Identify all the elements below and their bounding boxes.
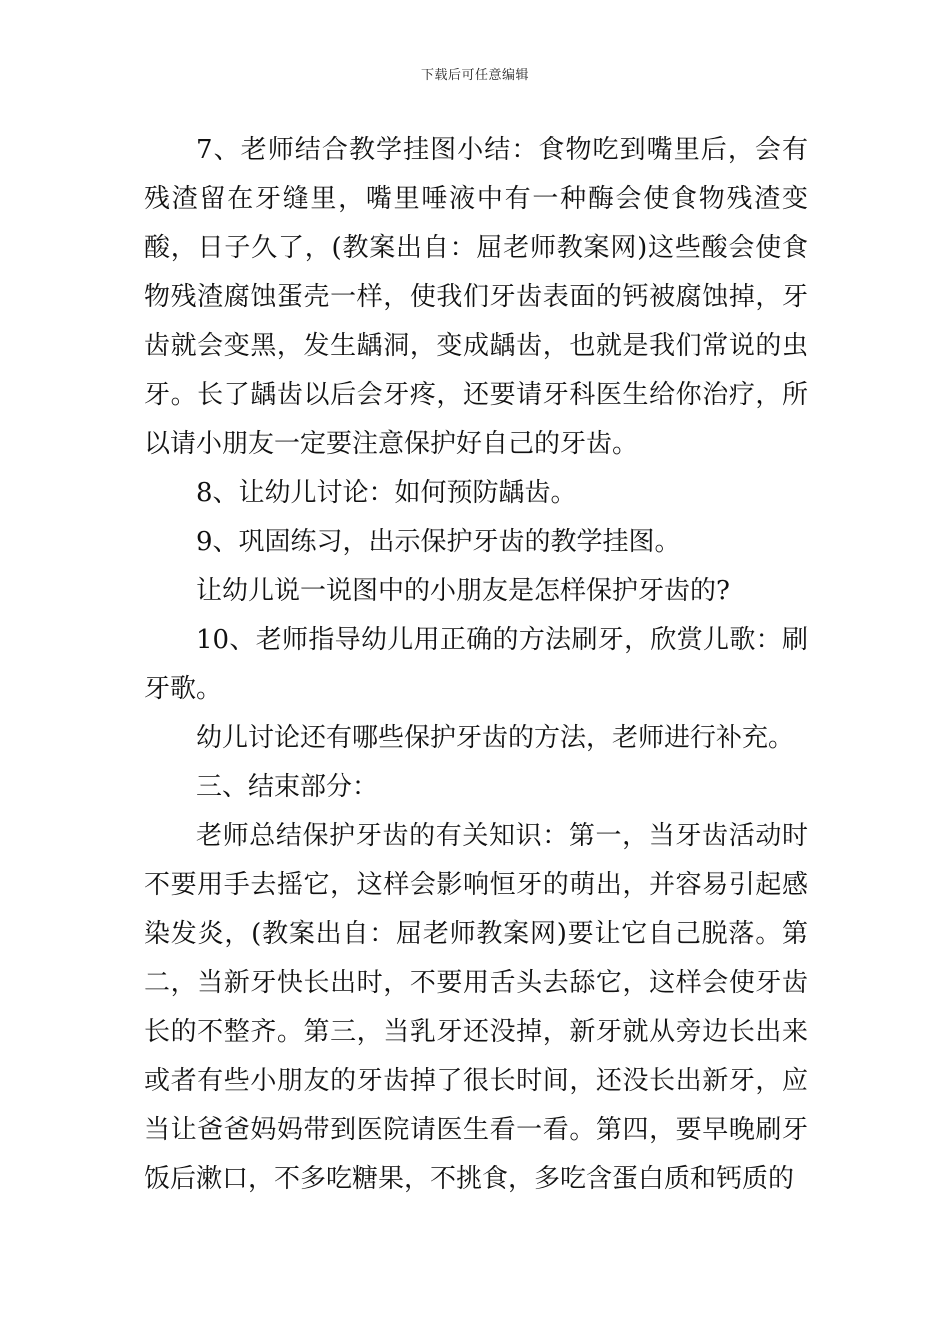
paragraph-discussion: 8、让幼儿讨论：如何预防龋齿。	[196, 478, 577, 508]
paragraph-brushing: 10、老师指导幼儿用正确的方法刷牙，欣赏儿歌：刷牙歌。	[144, 625, 808, 704]
page-header-note: 下载后可任意编辑	[420, 68, 529, 83]
paragraph-question: 让幼儿说一说图中的小朋友是怎样保护牙齿的?	[196, 576, 730, 606]
paragraph-summary: 7、老师结合教学挂图小结：食物吃到嘴里后，会有残渣留在牙缝里，嘴里唾液中有一种酶会使食物残渣变酸，日子久了，(教案出自：屈老师教案网)这些酸会使食物残渣腐蚀蛋壳一样，使我们牙齿表面的钙被腐蚀掉，牙齿就会变黑，发生龋洞，变成龋齿，也就是我们常说的虫牙。长了龋齿以后会牙疼，还要请牙科医生给你治疗，所以请小朋友一定要注意保护好自己的牙齿。	[144, 135, 808, 459]
paragraph-conclusion: 老师总结保护牙齿的有关知识：第一，当牙齿活动时不要用手去摇它，这样会影响恒牙的萌出，并容易引起感染发炎，(教案出自：屈老师教案网)要让它自己脱落。第二，当新牙快长出时，不要用舌头去舔它，这样会使牙齿长的不整齐。第三，当乳牙还没掉，新牙就从旁边长出来或者有些小朋友的牙齿掉了很长时间，还没长出新牙，应当让爸爸妈妈带到医院请医生看一看。第四，要早晚刷牙饭后漱口，不多吃糖果，不挑食，多吃含蛋白质和钙质的	[144, 821, 808, 1194]
paragraph-methods: 幼儿讨论还有哪些保护牙齿的方法，老师进行补充。	[196, 723, 795, 753]
section-heading-ending: 三、结束部分：	[196, 772, 379, 802]
paragraph-practice: 9、巩固练习，出示保护牙齿的教学挂图。	[196, 527, 681, 557]
document-body	[144, 126, 808, 1204]
